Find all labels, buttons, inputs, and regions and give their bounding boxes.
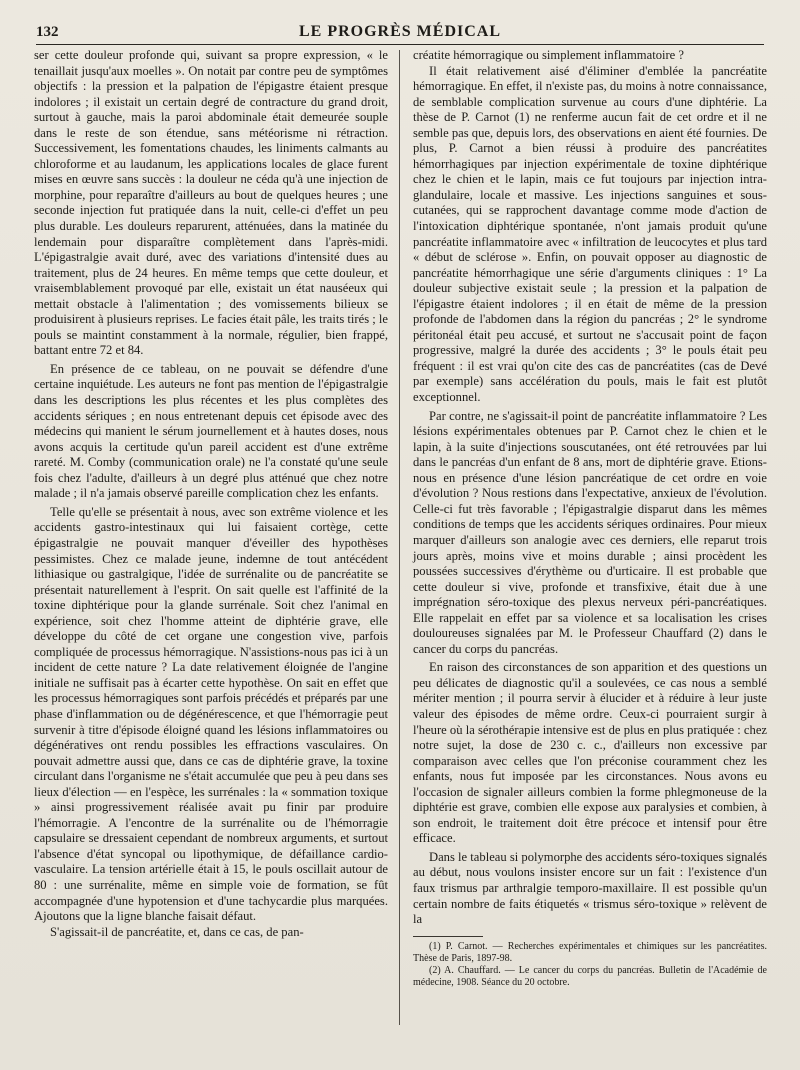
paragraph: Telle qu'elle se présentait à nous, avec son extrême violence et les accidents gastro-intestinaux qui lui faisaient cortège, cette épigastralgie ne pouvait manquer d'éveiller des hypothèses pessimistes. Chez ce malade jeune, indemne de tout antécédent lithiasique ou gastralgique, l'idée de surrénalite ou de pancréatite se présentait naturellement à l'esprit. On sait quelle est l'affinité de la toxine diphtérique pour la glande surrénale. Soit chez l'animal en expérience, soit chez l'homme atteint de diphtérie grave, elle développe du côté de cet organe une congestion vive, parfois compliquée de processus hémorragique. N'assistions-nous pas ici à un incident de cette nature ? La date relativement éloignée de l'angine initiale ne suffisait pas à écarter cette hypothèse. On sait en effet que les processus hémorragiques sont parfois précédés et préparés par une phase d'inflammation ou de dégénérescence, et que l'hémorragie peut survenir à titre d'épisode éloigné quand les lésions inflammatoires ou dégénératives ont rendu possibles les effractions vasculaires. On pouvait admettre aussi que, dans ce cas de diphtérie grave, la toxine circulant dans l'organisme ne s'était accumulée que peu à peu dans ses lieux d'élection — en l'espèce, les surrénales : la « sommation toxique » ainsi progressivement réalisée avait pu finir par produire l'hémorragie. A l'encontre de la surrénalite ou de l'hémorragie capsulaire se dressaient cependant de nombreux arguments, et surtout l'absence d'état syncopal ou lipothymique, de défaillance cardio-vasculaire. La tension artérielle était à 15, le pouls oscillait autour de 80 : une surrénalite, même en simple voie de formation, se fût accompagnée d'une hypotension et d'une tachycardie plus marquées. Ajoutons que la ligne blanche faisait défaut. [34, 504, 388, 924]
left-column [34, 48, 388, 940]
paragraph: ser cette douleur profonde qui, suivant sa propre expression, « le tenaillait jusqu'aux moelles ». On notait par contre peu de symptômes objectifs : la pression et la palpation de l'épigastre étaient presque indolores ; il existait un certain degré de contracture du grand droit, surtout à gauche, mais la paroi abdominale était demeurée souple dans le reste de son étendue, sans météorisme ni rétraction. Successivement, les fomentations chaudes, les liniments calmants au chloroforme et au laudanum, les applications locales de glace furent mises en œuvre sans succès : la douleur ne céda qu'à une injection de morphine, pour reparaître d'ailleurs au bout de quelques heures ; une seconde injection fut pratiquée dans la nuit, celle-ci d'effet un peu plus durable. Les douleurs reparurent, atténuées, dans la matinée du lendemain pour disparaître complètement dans l'après-midi. L'épigastralgie avait duré, avec des variations d'intensité dues au traitement, plus de 24 heures. En même temps que cette douleur, et vraisemblablement provoqué par elle, existait un état nauséeux qui mettait obstacle à l'alimentation ; des vomissements bilieux se produisirent à plusieurs reprises. Le facies était pâle, les traits tirés ; le pouls se maintint constamment à la normale, régulier, bien frappé, battant entre 72 et 84. [34, 48, 388, 358]
paragraph: En présence de ce tableau, on ne pouvait se défendre d'une certaine inquiétude. Les auteurs ne font pas mention de l'épigastralgie dans les descriptions les plus récentes et les plus complètes des accidents sériques ; en nous entretenant depuis cet épisode avec des médecins qui manient le sérum journellement et à hautes doses, nous avons acquis la certitude qu'un pareil accident est d'une extrême rareté. M. Comby (communication orale) ne l'a constaté qu'une seule fois chez l'adulte, d'ailleurs à un degré plus atténué que chez notre malade ; il n'a jamais observé pareille complication chez les enfants. [34, 361, 388, 501]
page-number: 132 [36, 24, 59, 40]
page-header [36, 22, 764, 45]
footnote-rule [413, 936, 483, 937]
paragraph: créatite hémorragique ou simplement inflammatoire ? [413, 48, 685, 62]
right-column [413, 48, 767, 989]
paragraph: En raison des circonstances de son apparition et des questions un peu délicates de diagnostic qu'il a soulevées, ce cas nous a semblé mériter mention ; il pourra servir à élucider et à réduire à leur juste valeur des épisodes de même ordre. Ceux-ci pourraient surgir à l'heure où la sérothérapie intensive est de plus en plus pratiquée : chez notre sujet, la dose de 230 c. c., d'ailleurs non excessive par comparaison avec celles que l'on préconise couramment chez les enfants, nous fut imposée par les circonstances. Nous avons eu l'occasion de signaler ailleurs combien la forme phlegmoneuse de la diphtérie est grave, combien elle expose aux paralysies et combien, à son endroit, le traitement doit être précoce et intensif pour être efficace. [413, 660, 767, 846]
paragraph: Il était relativement aisé d'éliminer d'emblée la pancréatite hémorragique. En effet, il n'existe pas, du moins à notre connaissance, de semblable complication survenue au cours d'une diphtérie. La thèse de P. Carnot (1) ne renferme aucun fait de cet ordre et il ne semble pas que, depuis lors, des observations en aient été fournies. De plus, P. Carnot a bien réussi à produire des pancréatites hémorrhagiques par injection expérimentale de toxine diphtérique chez le chien et le lapin, mais ce fut toujours par injection intra-glandulaire, locale et massive. Les injections sanguines et sous-cutanées, qui se rapprochent davantage comme mode d'action de l'intoxication diphtérique spontanée, n'ont jamais produit qu'une pancréatite inflammatoire avec « infiltration de leucocytes et plus tard « début de sclérose ». Enfin, on pouvait opposer au diagnostic de pancréatite hémorrhagique une série d'arguments cliniques : 1° La douleur subjective existait seule ; la pression et la palpation de l'épigastre étaient indolores ; il en était de même de la pression profonde de l'abdomen dans la région du pancréas ; 2° le syndrome péritonéal était peu accusé, et surtout ne s'accusait point de façon progressive, malgré la durée des accidents ; 3° le pouls était peu fréquent : il est vrai qu'on cite des cas de pancréatites (cas de Devé par exemple) sans accélération du pouls, mais le fait est plutôt exceptionnel. [413, 63, 767, 405]
column-divider [399, 50, 400, 1025]
paragraph: Par contre, ne s'agissait-il point de pancréatite inflammatoire ? Les lésions expérimentales obtenues par P. Carnot chez le chien et le lapin, à la suite d'injections souscutanées, ont été retrouvées par lui dans le pancréas d'un enfant de 8 ans, mort de diphtérie grave. Etions-nous en présence d'une lésion pancréatique de cet ordre en voie d'évolution ? Nous restions dans l'expectative, anxieux de l'évolution. Celle-ci fut très favorable ; l'épigastralgie disparut dans les mêmes conditions de temps que les accidents sériques ordinaires. Pour mieux marquer d'ailleurs son analogie avec ces derniers, elle reparut trois jours après, moins vive et moins durable ; ainsi procèdent les poussées successives d'érythème ou d'urticaire. Il est probable que cette douleur si vive, profonde et transfixive, était due à une imprégnation séro-toxique des plexus nerveux péri-pancréatiques. Elle rappelait en effet par sa violence et sa localisation les crises douloureuses signalées par M. le Professeur Chauffard (2) dans le cancer du corps du pancréas. [413, 408, 767, 656]
footnote: (2) A. Chauffard. — Le cancer du corps du pancréas. Bulletin de l'Académie de médecine, 1908. Séance du 20 octobre. [413, 964, 767, 988]
paragraph: S'agissait-il de pancréatite, et, dans ce cas, de pan- [50, 924, 304, 939]
journal-title: LE PROGRÈS MÉDICAL [298, 23, 502, 40]
paragraph: Dans le tableau si polymorphe des accidents séro-toxiques signalés au début, nous voulons insister encore sur un fait : l'existence d'un faux trismus par arthralgie temporo-maxillaire. Il est possible qu'un certain nombre de faits étiquetés « trismus séro-toxique » relèvent de la [413, 849, 767, 927]
footnote: (1) P. Carnot. — Recherches expérimentales et chimiques sur les pancréatites. Thèse de Paris, 1897-98. [413, 940, 767, 964]
